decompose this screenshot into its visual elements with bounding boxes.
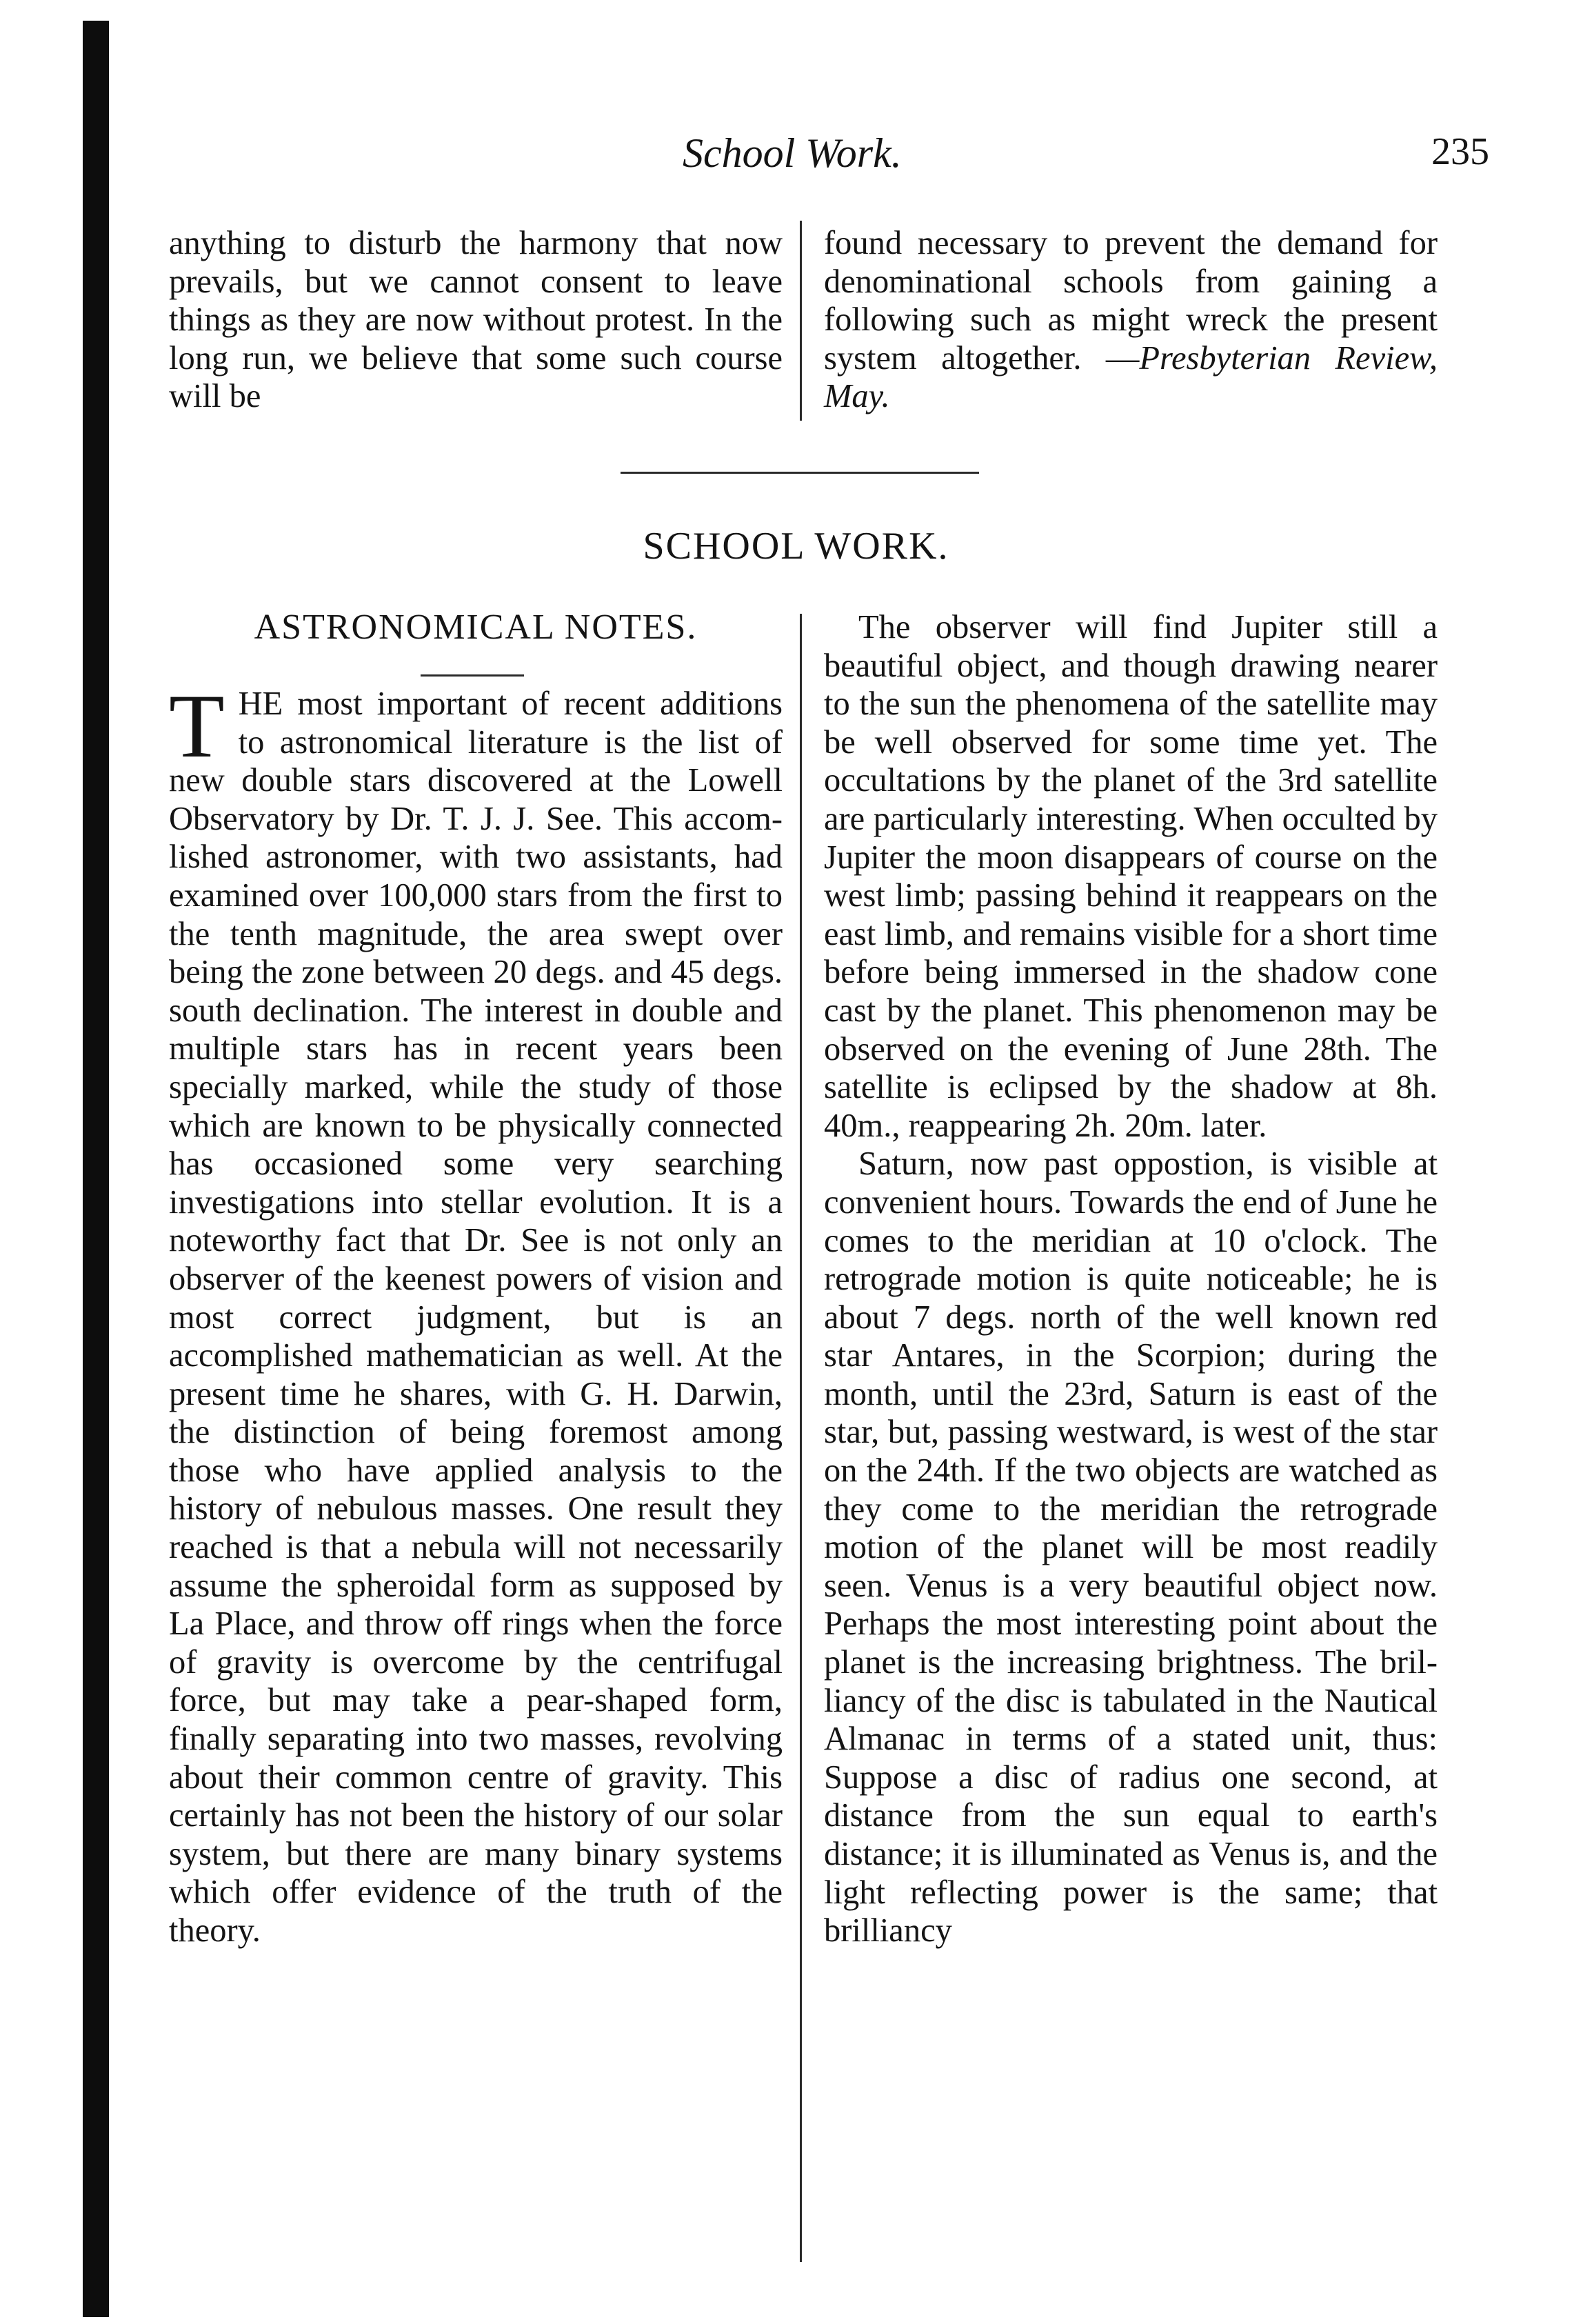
article-right-paragraph-jupiter: The observer will find Jupiter still a beautiful object, and though drawing nearer to the sun the phenomena of the satellite may be well observed for some time yet. The occultations by the planet of the 3rd satellite are particularly interesting. When occulted by Jupiter the moon disappears of course on the west limb; passing behind it reappears on the east limb, and remains visible for a short time before being immersed in the shadow cone cast by the planet. This phenomenon may be observed on the evening of June 28th. The satellite is eclipsed by the shadow at 8h. 40m., reappearing 2h. 20m. later. xyxy=(824,609,1438,1144)
section-separator-rule xyxy=(621,472,979,474)
drop-cap: T xyxy=(169,675,225,777)
article-left-paragraph xyxy=(169,675,783,1950)
top-right-paragraph xyxy=(824,224,1438,416)
top-right-column xyxy=(824,224,1438,416)
article-title-rule xyxy=(421,674,524,677)
article-right-column xyxy=(824,608,1438,1950)
top-right-text: found necessary to prevent the demand for denominational schools from gaining a following such as might wreck the present system altogether. xyxy=(824,225,1438,377)
article-right-paragraph-saturn: Saturn, now past oppostion, is visible at convenient hours. Towards the end of June he comes to the meridian at 10 o'clock. The retrograde motion is quite noticeable; he is about 7 degs. north of the well known red star Antares, in the Scorpion; during the month, until the 23rd, Saturn is east of the star, but, passing westward, is west of the star on the 24th. If the two objects are watched as they come to the meridian the retrograde motion of the planet will be most readily seen. Venus is a very beautiful object now. Perhaps the most interesting point about the planet is the increasing brightness. The brilliancy of the disc is tabulated in the Nautical Almanac in terms of a stated unit, thus: Suppose a disc of radius one second, at distance from the sun equal to earth's distance; it is illuminated as Venus is, and the light reflecting power is the same; that brilliancy xyxy=(824,1145,1438,1950)
source-citation: Presbyterian Review, May. xyxy=(824,339,1438,415)
running-title: School Work. xyxy=(683,130,902,176)
page-spine-edge xyxy=(83,21,109,2317)
top-left-column xyxy=(169,224,783,416)
article-left-column xyxy=(169,675,783,1950)
page-number: 235 xyxy=(1431,130,1489,173)
top-left-paragraph: anything to disturb the harmony that now prevails, but we cannot consent to leave things as they are now without protest. In the long run, we believe that some such course will be xyxy=(169,225,783,415)
article-title: ASTRONOMICAL NOTES. xyxy=(254,608,698,647)
article-left-text: HE most important of recent additions to astronomical literature is the list of new double stars discovered at the Lowell Observatory by Dr. T. J. J. See. This accomlished astronomer, with two assistants, had examined over 100,000 stars from the first to the tenth magnitude, the area swept over being the zone between 20 degs. and 45 degs. south declination. The interest in double and multiple stars has in recent years been specially marked, while the study of those which are known to be physically connected has occasioned some very searching investigations into stellar evolution. It is a noteworthy fact that Dr. See is not only an observer of the keenest powers of vision and most correct judgment, but is an accomplished mathematician as well. At the present time he shares, with G. H. Darwin, the distinction of being foremost among those who have applied analysis to the history of nebulous masses. One result they reached is that a nebula will not necessarily assume the spheroidal form as supposed by La Place, and throw off rings when the force of gravity is overcome by the centrifugal force, but may take a pear-shaped form, finally separating into two masses, revolving about their common centre of gravity. This certainly has not been the history of our solar system, but there are many binary systems which offer evidence of the truth of the theory. xyxy=(169,685,783,1949)
column-divider-top xyxy=(800,221,802,421)
running-head xyxy=(159,130,1489,192)
column-divider-bottom xyxy=(800,614,802,2262)
source-dash: — xyxy=(1105,339,1140,377)
section-title: SCHOOL WORK. xyxy=(643,525,949,568)
